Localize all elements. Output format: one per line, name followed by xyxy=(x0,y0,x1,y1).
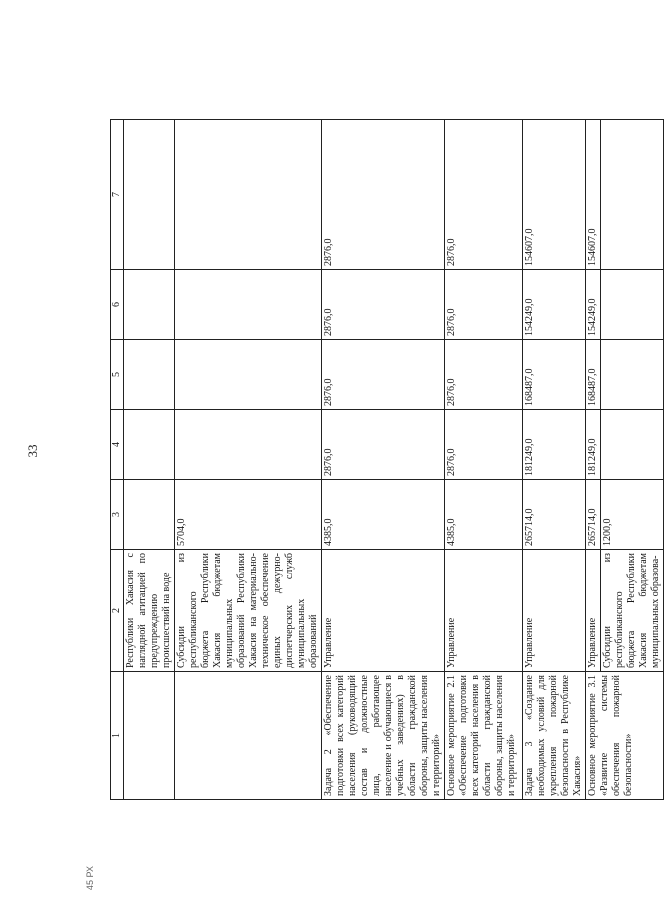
value-cell: 5704,0 xyxy=(175,480,322,550)
value-cell xyxy=(124,340,175,410)
value-cell xyxy=(601,340,664,410)
value-cell: 2876,0 xyxy=(322,410,445,480)
executor-cell: Республики Хакасия с наглядной агитацией по предупреждению происшествий на воде xyxy=(124,550,175,672)
value-cell: 2876,0 xyxy=(322,270,445,340)
value-cell xyxy=(601,120,664,270)
value-cell: 265714,0 xyxy=(586,480,601,550)
value-cell xyxy=(124,410,175,480)
value-cell: 154607,0 xyxy=(586,120,601,270)
executor-cell: Субсидии из республиканского бюджета Республики Хакасия бюджетам муниципальных образований Республики Хакасия на материально-техническое обеспечение единых дежурно-диспетчерских служб муниципальных образований xyxy=(175,550,322,672)
value-cell: 154249,0 xyxy=(523,270,586,340)
value-cell: 1200,0 xyxy=(601,480,664,550)
table-row xyxy=(445,120,523,800)
header-cell: 5 xyxy=(111,340,124,410)
table-row xyxy=(322,120,445,800)
value-cell: 4385,0 xyxy=(445,480,523,550)
header-cell: 1 xyxy=(111,672,124,800)
value-cell xyxy=(601,270,664,340)
value-cell: 2876,0 xyxy=(445,270,523,340)
value-cell xyxy=(175,120,322,270)
value-cell xyxy=(601,410,664,480)
value-cell xyxy=(124,120,175,270)
value-cell xyxy=(175,340,322,410)
value-cell: 4385,0 xyxy=(322,480,445,550)
table-row xyxy=(175,120,322,800)
table-canvas xyxy=(110,120,661,800)
task-cell: Основное мероприятие 3.1 «Развитие системы обеспечения пожарной безопасности» xyxy=(586,672,664,800)
value-cell: 181249,0 xyxy=(523,410,586,480)
value-cell: 2876,0 xyxy=(445,410,523,480)
value-cell: 2876,0 xyxy=(445,120,523,270)
table-row xyxy=(124,120,175,800)
value-cell: 168487,0 xyxy=(586,340,601,410)
value-cell: 265714,0 xyxy=(523,480,586,550)
executor-cell: Управление xyxy=(445,550,523,672)
value-cell: 181249,0 xyxy=(586,410,601,480)
task-cell xyxy=(175,672,322,800)
value-cell: 168487,0 xyxy=(523,340,586,410)
task-cell: Задача 2 «Обеспечение подготовки всех категорий населения (руководящий состав и должностные лица, работающее население и обучающиеся в учебных заведениях) в области гражданской обороны, защиты населения и территорий» xyxy=(322,672,445,800)
rotated-table-area xyxy=(110,120,661,800)
value-cell xyxy=(124,480,175,550)
table-row xyxy=(586,120,601,800)
program-funding-table xyxy=(110,119,664,800)
value-cell xyxy=(124,270,175,340)
executor-cell: Управление xyxy=(322,550,445,672)
value-cell: 154607,0 xyxy=(523,120,586,270)
task-cell xyxy=(124,672,175,800)
margin-note: 45 РХ xyxy=(85,865,95,891)
header-cell: 7 xyxy=(111,120,124,270)
task-cell: Задача 3 «Создание необходимых условий для укрепления пожарной безопасности в Республике Хакасия» xyxy=(523,672,586,800)
task-cell: Основное мероприятие 2.1 «Обеспечение подготовки всех категорий населения в области гражданской обороны, защиты населения и территорий» xyxy=(445,672,523,800)
executor-cell: Субсидии из республиканского бюджета Республики Хакасия бюджетам муниципальных образова- xyxy=(601,550,664,672)
header-cell: 3 xyxy=(111,480,124,550)
header-cell: 6 xyxy=(111,270,124,340)
value-cell xyxy=(175,410,322,480)
header-cell: 4 xyxy=(111,410,124,480)
header-row xyxy=(111,120,124,800)
executor-cell: Управление xyxy=(586,550,601,672)
page-number: 33 xyxy=(25,444,40,458)
value-cell: 2876,0 xyxy=(445,340,523,410)
table-row xyxy=(523,120,586,800)
value-cell: 154249,0 xyxy=(586,270,601,340)
header-cell: 2 xyxy=(111,550,124,672)
value-cell xyxy=(175,270,322,340)
executor-cell: Управление xyxy=(523,550,586,672)
value-cell: 2876,0 xyxy=(322,340,445,410)
value-cell: 2876,0 xyxy=(322,120,445,270)
